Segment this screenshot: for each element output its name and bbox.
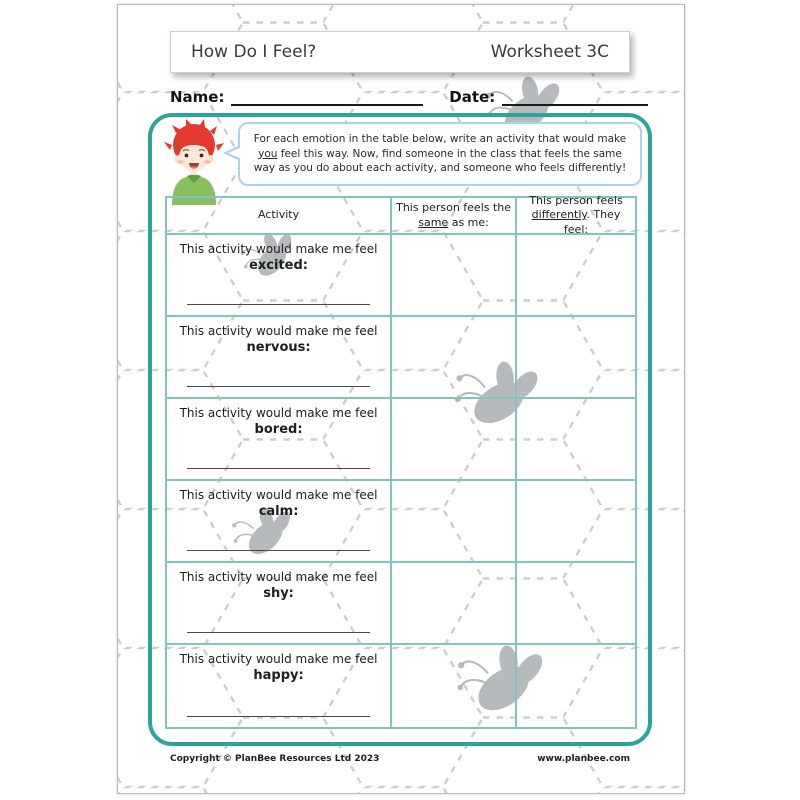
differently-cell-bored[interactable] [517, 399, 635, 481]
instructions-speech-bubble [238, 122, 642, 186]
boy-avatar [154, 119, 234, 205]
same-cell-calm[interactable] [392, 481, 517, 563]
emotion-label: excited: [249, 258, 308, 273]
differently-cell-shy[interactable] [517, 563, 635, 645]
name-date-row [170, 87, 648, 106]
header-activity: Activity [167, 198, 392, 235]
differently-cell-calm[interactable] [517, 481, 635, 563]
same-cell-bored[interactable] [392, 399, 517, 481]
copyright-text: Copyright © PlanBee Resources Ltd 2023 [170, 754, 380, 764]
emotion-label: bored: [254, 422, 303, 437]
differently-cell-excited[interactable] [517, 235, 635, 317]
differently-cell-nervous[interactable] [517, 317, 635, 399]
same-cell-nervous[interactable] [392, 317, 517, 399]
worksheet-page [117, 4, 685, 794]
differently-cell-happy[interactable] [517, 645, 635, 727]
activity-cell-happy[interactable]: This activity would make me feel happy: [167, 645, 392, 727]
worksheet-number: Worksheet 3C [490, 42, 609, 62]
content-frame [148, 113, 652, 746]
name-input-line[interactable] [231, 87, 423, 106]
answer-line[interactable] [187, 550, 370, 551]
header-differently: This person feels differently. They feel: [517, 198, 635, 235]
activity-cell-bored[interactable]: This activity would make me feel bored: [167, 399, 392, 481]
emotion-label: nervous: [246, 340, 311, 355]
emotion-label: happy: [253, 668, 304, 683]
activity-cell-excited[interactable]: This activity would make me feel excited: [167, 235, 392, 317]
same-cell-excited[interactable] [392, 235, 517, 317]
answer-line[interactable] [187, 386, 370, 387]
date-input-line[interactable] [502, 87, 648, 106]
same-cell-happy[interactable] [392, 645, 517, 727]
answer-line[interactable] [187, 716, 370, 717]
date-label: Date: [449, 88, 496, 106]
answer-line[interactable] [187, 468, 370, 469]
answer-line[interactable] [187, 632, 370, 633]
website-link: www.planbee.com [537, 754, 630, 764]
emotion-label: calm: [258, 504, 299, 519]
emotions-table [165, 196, 637, 729]
worksheet-title-bar [170, 31, 630, 73]
same-cell-shy[interactable] [392, 563, 517, 645]
activity-cell-nervous[interactable]: This activity would make me feel nervous: [167, 317, 392, 399]
header-same: This person feels the same as me: [392, 198, 517, 235]
activity-cell-calm[interactable]: This activity would make me feel calm: [167, 481, 392, 563]
activity-cell-shy[interactable]: This activity would make me feel shy: [167, 563, 392, 645]
page-title: How Do I Feel? [191, 42, 317, 62]
emotion-label: shy: [263, 586, 294, 601]
answer-line[interactable] [187, 304, 370, 305]
name-label: Name: [170, 88, 225, 106]
instructions-text: For each emotion in the table below, write an activity that would make you feel this way. Now, find someone in the class that feels the same way as you do about each activity, and someone who feels differently! [253, 132, 627, 175]
